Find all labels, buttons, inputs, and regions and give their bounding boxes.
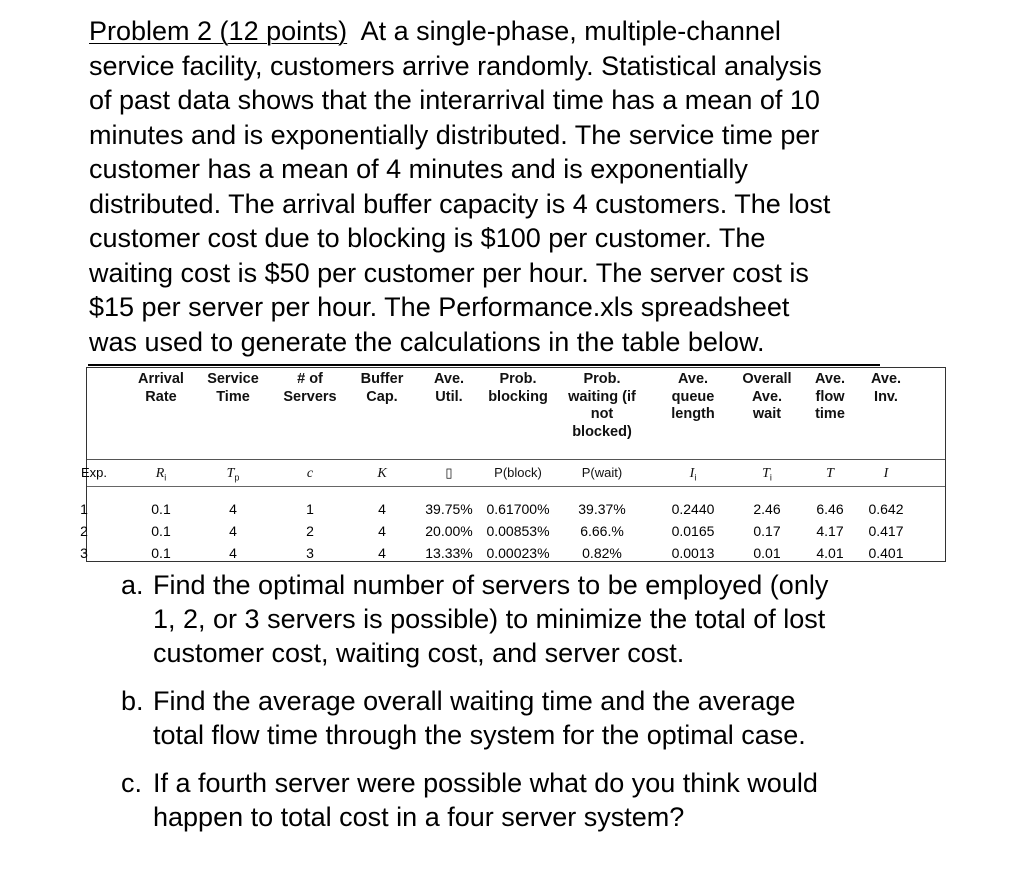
column-header: Service Time	[207, 371, 259, 405]
table-cell: 0.17	[753, 523, 781, 539]
question-line: 1, 2, or 3 servers is possible) to minimize the total of lost	[153, 604, 826, 634]
question-a	[121, 568, 1001, 670]
problem-line: customer has a mean of 4 minutes and is exponentially	[89, 154, 748, 184]
table-cell: 0.0013	[671, 545, 715, 561]
column-header: Ave. flow time	[814, 371, 846, 422]
problem-line: was used to generate the calculations in the table below.	[89, 326, 765, 357]
table-cell: 4	[378, 523, 386, 539]
exp-number: 3	[80, 545, 88, 561]
table-cell: 4	[229, 523, 237, 539]
table-cell: 0.00853%	[486, 523, 550, 539]
symbol-subscript: p	[234, 472, 240, 483]
table-cell: 0.1	[151, 501, 171, 517]
symbol-text: T	[226, 466, 235, 481]
problem-heading: Problem 2 (12 points)	[89, 16, 348, 46]
column-symbol	[478, 465, 558, 480]
question-label: b.	[121, 686, 144, 716]
column-header: Prob. blocking	[488, 371, 548, 405]
symbol-text: P(wait)	[581, 465, 623, 480]
table-cell: 6.46	[816, 501, 844, 517]
column-header: Arrival Rate	[138, 371, 184, 405]
table-cell: 3	[306, 545, 314, 561]
table-cell: 0.1	[151, 545, 171, 561]
symbol-text: ▯	[445, 465, 453, 480]
column-header: Ave. Util.	[433, 371, 465, 405]
column-symbol	[409, 465, 489, 481]
underline-rule	[88, 364, 880, 366]
question-line: happen to total cost in a four server system?	[153, 802, 685, 832]
table-cell: 39.75%	[425, 501, 473, 517]
problem-statement	[89, 14, 969, 359]
symbol-text: P(block)	[494, 465, 542, 480]
exp-label: Exp.	[81, 465, 108, 480]
question-line: Find the optimal number of servers to be employed (only	[153, 570, 829, 600]
question-line: Find the average overall waiting time and the average	[153, 686, 796, 716]
symbol-text: T	[826, 466, 834, 481]
questions	[121, 568, 1001, 834]
performance-table	[80, 367, 946, 562]
symbol-subscript: i	[769, 472, 772, 483]
column-header: Prob. waiting (if not blocked)	[568, 371, 636, 440]
column-symbol	[193, 465, 273, 483]
column-symbol	[846, 465, 926, 482]
table-cell: 0.01	[753, 545, 781, 561]
table-cell: 4.17	[816, 523, 844, 539]
question-b	[121, 684, 1001, 752]
column-symbol	[121, 465, 201, 483]
column-header: Ave. queue length	[671, 371, 715, 422]
table-cell: 0.642	[868, 501, 904, 517]
table-cell: 2.46	[753, 501, 781, 517]
table-cell: 0.00023%	[486, 545, 550, 561]
exp-number: 2	[80, 523, 88, 539]
table-cell: 0.401	[868, 545, 904, 561]
table-cell: 0.82%	[582, 545, 622, 561]
problem-line-text: At a single-phase, multiple-channel	[360, 16, 781, 46]
question-line: If a fourth server were possible what do you think would	[153, 768, 818, 798]
problem-line: minutes and is exponentially distributed. The service time per	[89, 119, 820, 150]
table-cell: 4	[378, 501, 386, 517]
symbol-subscript: i	[694, 472, 697, 483]
column-header: # of Servers	[283, 371, 337, 405]
symbol-text: R	[155, 466, 165, 481]
table-cell: 4	[378, 545, 386, 561]
symbol-text: K	[377, 466, 387, 481]
problem-line	[89, 14, 969, 49]
table-cell: 0.0165	[671, 523, 715, 539]
table-cell: 0.417	[868, 523, 904, 539]
problem-line: distributed. The arrival buffer capacity is 4 customers. The lost	[89, 188, 831, 219]
exp-number: 1	[80, 501, 88, 517]
question-line: customer cost, waiting cost, and server cost.	[153, 638, 685, 668]
question-label: a.	[121, 570, 144, 600]
problem-line: of past data shows that the interarrival time has a mean of 10	[89, 85, 820, 115]
question-label: c.	[121, 768, 143, 798]
table-cell: 0.2440	[671, 501, 715, 517]
symbol-text: c	[306, 466, 314, 481]
question-c	[121, 766, 1001, 834]
column-header: Ave. Inv.	[870, 371, 902, 405]
table-cell: 20.00%	[425, 523, 473, 539]
table-cell: 39.37%	[578, 501, 626, 517]
table-cell: 4	[229, 501, 237, 517]
table-cell: 6.66.%	[580, 523, 624, 539]
table-cell: 0.61700%	[486, 501, 550, 517]
problem-line: customer cost due to blocking is $100 per customer. The	[89, 223, 766, 253]
symbol-text: T	[762, 466, 770, 481]
column-header: Buffer Cap.	[360, 371, 404, 405]
table-cell: 4.01	[816, 545, 844, 561]
table-cell: 13.33%	[425, 545, 473, 561]
table-cell: 1	[306, 501, 314, 517]
row-divider	[87, 486, 945, 487]
table-header-block	[87, 368, 945, 460]
problem-line: service facility, customers arrive randomly. Statistical analysis	[89, 50, 822, 81]
symbol-subscript: i	[164, 472, 167, 483]
table-cell: 2	[306, 523, 314, 539]
column-symbol	[270, 465, 350, 482]
column-symbol	[562, 465, 642, 480]
column-symbol	[653, 465, 733, 483]
question-line: total flow time through the system for the optimal case.	[153, 720, 806, 750]
table-cell: 4	[229, 545, 237, 561]
problem-line: $15 per server per hour. The Performance.xls spreadsheet	[89, 292, 790, 322]
column-header: Overall Ave. wait	[742, 371, 792, 422]
symbol-text: I	[689, 466, 695, 481]
problem-line: waiting cost is $50 per customer per hour. The server cost is	[89, 257, 809, 288]
table-cell: 0.1	[151, 523, 171, 539]
symbol-text: I	[883, 466, 889, 481]
